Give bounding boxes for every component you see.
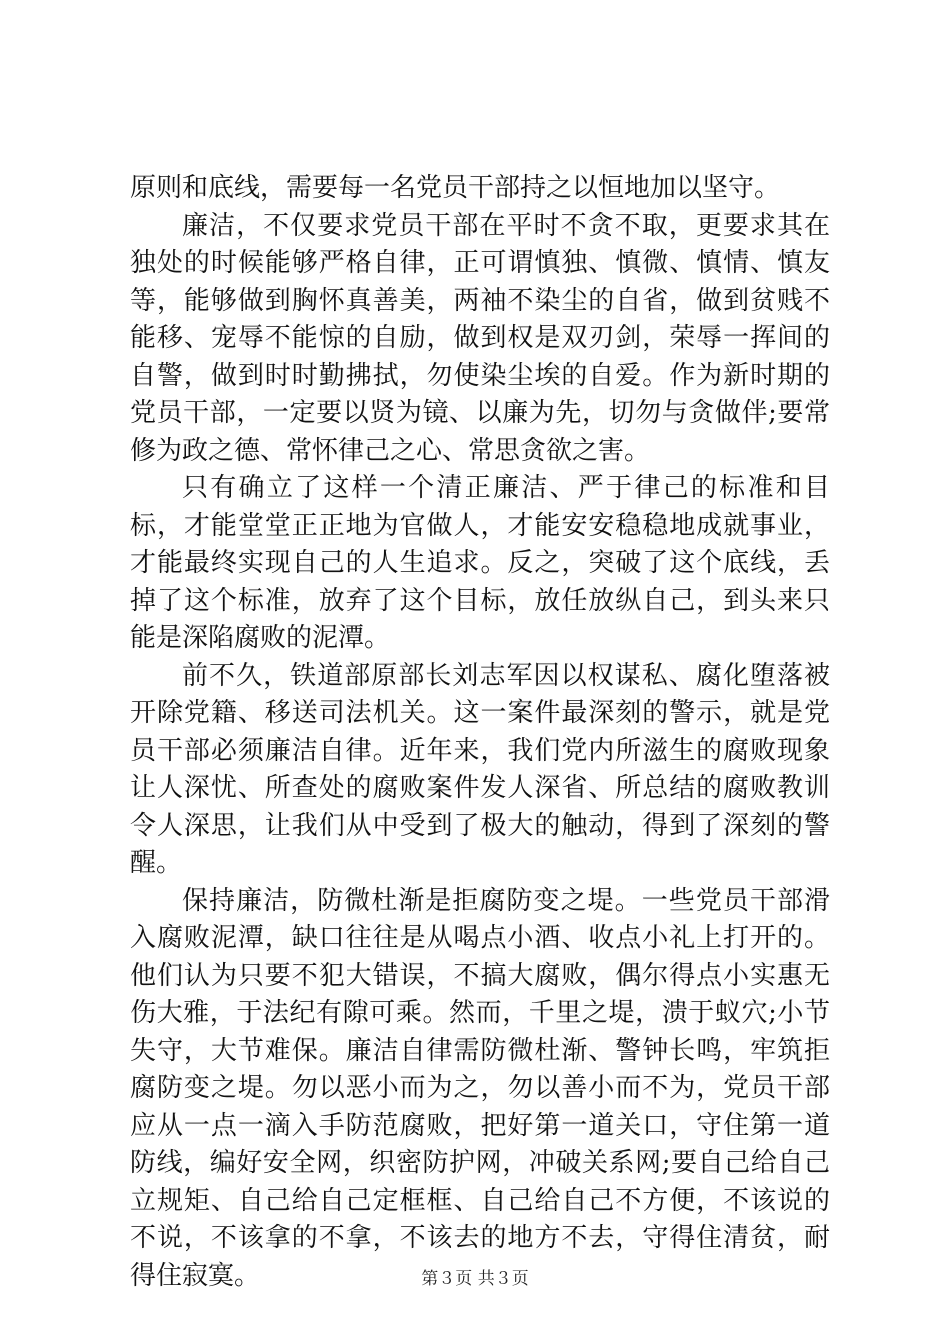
document-body — [130, 170, 830, 1295]
page-number: 第３页 共３页 — [421, 1269, 529, 1289]
paragraph-continuation: 原则和底线，需要每一名党员干部持之以恒地加以坚守。 — [130, 173, 781, 203]
paragraph-case: 前不久，铁道部原部长刘志军因以权谋私、腐化堕落被开除党籍、移送司法机关。这一案件最深刻的警示，就是党员干部必须廉洁自律。近年来，我们党内所滋生的腐败现象让人深忧、所查处的腐败案件发人深省、所总结的腐败教训令人深思，让我们从中受到了极大的触动，得到了深刻的警醒。 — [130, 660, 830, 878]
paragraph-prevention: 保持廉洁，防微杜渐是拒腐防变之堤。一些党员干部滑入腐败泥潭，缺口往往是从喝点小酒、收点小礼上打开的。他们认为只要不犯大错误，不搞大腐败，偶尔得点小实惠无伤大雅，于法纪有隙可乘。然而，千里之堤，溃于蚁穴;小节失守，大节难保。廉洁自律需防微杜渐、警钟长鸣，牢筑拒腐防变之堤。勿以恶小而为之，勿以善小而不为，党员干部应从一点一滴入手防范腐败，把好第一道关口，守住第一道防线，编好安全网，织密防护网，冲破关系网;要自己给自己立规矩、自己给自己定框框、自己给自己不方便，不该说的不说，不该拿的不拿，不该去的地方不去，守得住清贫，耐得住寂寞。 — [130, 885, 830, 1291]
paragraph-standard: 只有确立了这样一个清正廉洁、严于律己的标准和目标，才能堂堂正正地为官做人，才能安安稳稳地成就事业，才能最终实现自己的人生追求。反之，突破了这个底线，丢掉了这个标准，放弃了这个目标，放任放纵自己，到头来只能是深陷腐败的泥潭。 — [130, 473, 830, 653]
paragraph-integrity: 廉洁，不仅要求党员干部在平时不贪不取，更要求其在独处的时候能够严格自律，正可谓慎独、慎微、慎情、慎友等，能够做到胸怀真善美，两袖不染尘的自省，做到贫贱不能移、宠辱不能惊的自励，做到权是双刃剑，荣辱一挥间的自警，做到时时勤拂拭，勿使染尘埃的自爱。作为新时期的党员干部，一定要以贤为镜、以廉为先，切勿与贪做伴;要常修为政之德、常怀律己之心、常思贪欲之害。 — [130, 210, 830, 466]
